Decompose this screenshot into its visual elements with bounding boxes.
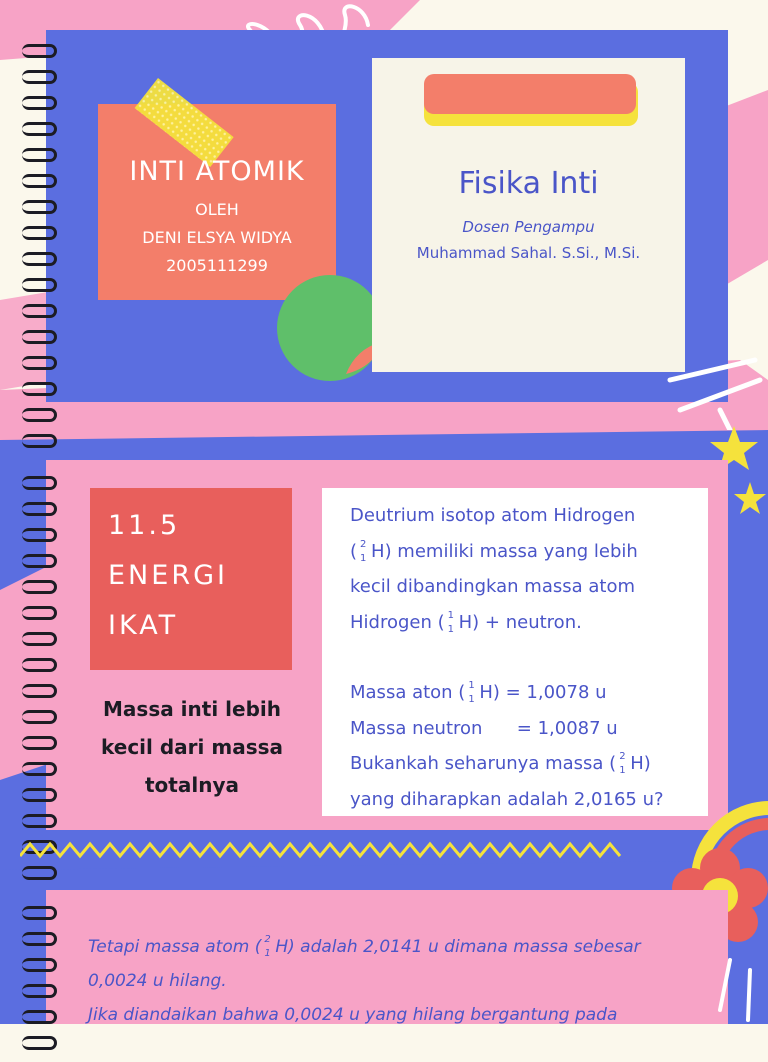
green-sticker [276, 274, 386, 384]
h-atomic-number-2: 1 [468, 694, 475, 705]
presentation-title: INTI ATOMIK [129, 156, 305, 187]
s3-line1-pre: Tetapi massa atom ( [88, 937, 262, 957]
p1-line2-pre: ( [350, 540, 358, 562]
mass-neutron-line: Massa neutron = 1,0087 u [350, 717, 618, 739]
d-atomic-number-3: 1 [264, 948, 271, 959]
section-number: 11.5 [108, 510, 181, 541]
course-title: Fisika Inti [458, 166, 599, 201]
zigzag-decoration [20, 836, 640, 866]
section-title-line2: IKAT [108, 610, 179, 641]
explanation-text [350, 498, 700, 817]
question-line1 [350, 746, 700, 782]
h-atomic-number: 1 [447, 623, 455, 635]
course-card-tab-top [424, 74, 636, 114]
p1-line1: Deutrium isotop atom Hidrogen [350, 505, 636, 526]
s3-line1-post: H) adalah 2,0141 u dimana massa sebesar [275, 937, 641, 957]
deuterium-nuclide-3 [262, 935, 274, 959]
hydrogen-nuclide [446, 611, 458, 635]
m1-post: H) = 1,0078 u [479, 682, 607, 703]
spiral-binding-1 [22, 44, 68, 460]
d-atomic-number-2: 1 [619, 765, 626, 776]
p1-line3: kecil dibandingkan massa atom [350, 576, 636, 597]
stripe-decoration [660, 350, 768, 430]
continuation-text [88, 930, 728, 1032]
spacer [350, 640, 700, 675]
by-label: OLEH [195, 200, 239, 219]
deuterium-nuclide-2 [617, 752, 629, 776]
lecturer-label: Dosen Pengampu [462, 218, 595, 236]
d-mass-number: 2 [360, 538, 367, 550]
caption-line-3: totalnya [145, 773, 239, 797]
d-atomic-number: 1 [360, 552, 367, 564]
deuterium-nuclide [358, 540, 370, 564]
p1-line2-post: H) memiliki massa yang lebih [371, 540, 638, 562]
p1-line2 [350, 534, 700, 570]
s3-line2: 0,0024 u hilang. [88, 971, 227, 991]
author-name: DENI ELSYA WIDYA [142, 228, 292, 247]
lecturer-name: Muhammad Sahal. S.Si., M.Si. [416, 244, 641, 262]
q1-post: H) [630, 753, 651, 774]
p1-line4-post: H) + neutron. [458, 611, 582, 633]
caption [74, 690, 310, 804]
s3-line3: Jika diandaikan bahwa 0,0024 u yang hilang bergantung pada [88, 1005, 618, 1025]
h-mass-number-2: 1 [468, 680, 475, 691]
m1-pre: Massa aton ( [350, 682, 466, 703]
spiral-binding-2 [22, 476, 68, 892]
h-mass-number: 1 [447, 609, 455, 621]
q1-pre: Bukankah seharunya massa ( [350, 753, 617, 774]
p1-line4 [350, 605, 700, 641]
d-mass-number-2: 2 [619, 751, 626, 762]
p1-line4-pre: Hidrogen ( [350, 611, 445, 633]
mass-hydrogen-line [350, 675, 700, 711]
student-id: 2005111299 [166, 256, 268, 275]
hydrogen-nuclide-2 [466, 681, 478, 705]
d-mass-number-3: 2 [264, 934, 271, 945]
spiral-binding-3 [22, 906, 68, 1062]
caption-line-2: kecil dari massa [101, 735, 283, 759]
caption-line-1: Massa inti lebih [103, 697, 281, 721]
s3-line1 [88, 930, 728, 964]
section-title-line1: ENERGI [108, 560, 228, 591]
question-line2: yang diharapkan adalah 2,0165 u? [350, 788, 664, 810]
